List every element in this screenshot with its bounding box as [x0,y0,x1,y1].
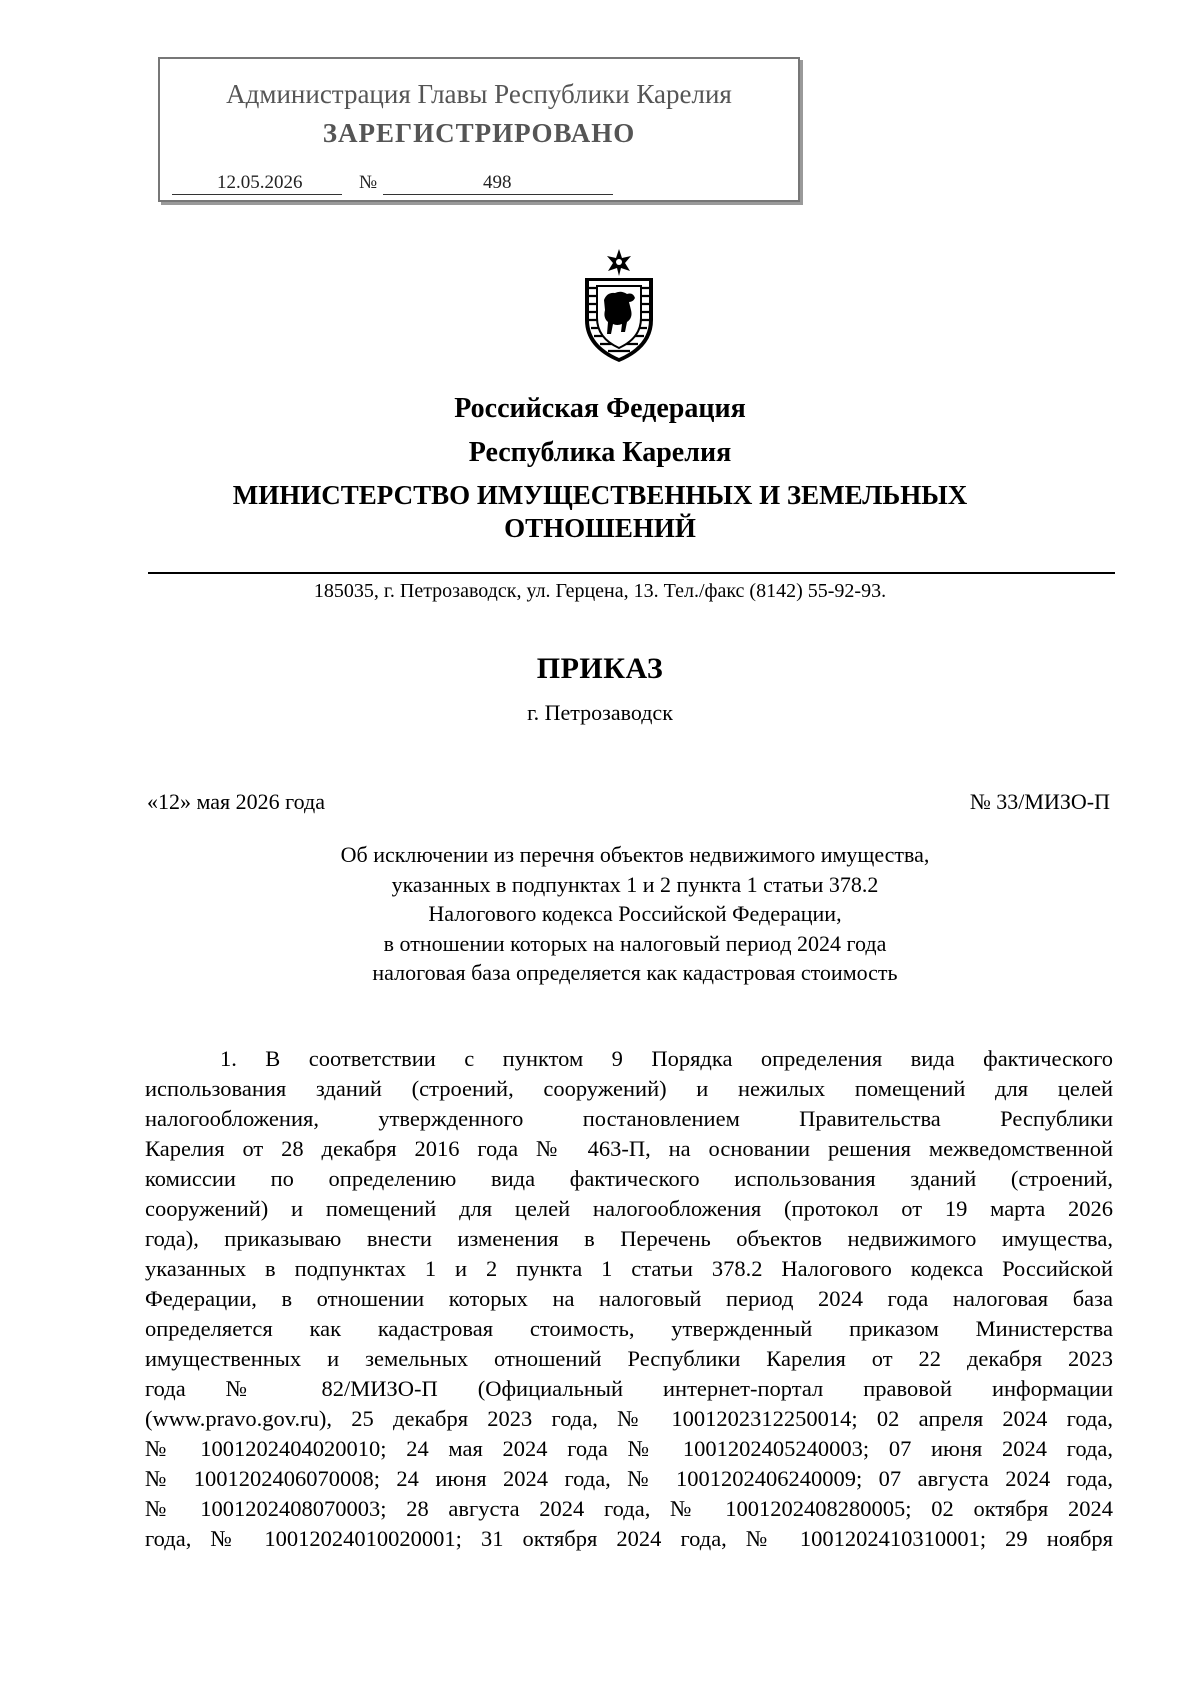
subject-line: в отношении которых на налоговый период 2024 года [383,930,887,956]
order-title: ПРИКАЗ [536,652,664,685]
stamp-number: 498 [483,172,512,193]
subject-line: Налогового кодекса Российской Федерации, [428,901,842,926]
body-line: определяется как кадастровая стоимость, утвержденный приказом Министерства [145,1316,1113,1341]
body-line: использования зданий (строений, сооружений) и нежилых помещений для целей [145,1076,1113,1101]
body-line: Карелия от 28 декабря 2016 года № 463-П, на основании решения межведомственной [145,1136,1113,1161]
stamp-number-sign: № [359,172,378,193]
stamp-status: ЗАРЕГИСТРИРОВАНО [322,118,636,148]
body-line: налогообложения, утвержденного постановлением Правительства Республики [145,1106,1113,1131]
body-line: имущественных и земельных отношений Республики Карелия от 22 декабря 2023 [145,1346,1113,1371]
karelia-coat-of-arms-icon [577,248,661,364]
body-line: года, № 10012024010020001; 31 октября 2024 года, № 1001202410310001; 29 ноября [145,1526,1113,1551]
header-address: 185035, г. Петрозаводск, ул. Герцена, 13. Тел./факс (8142) 55-92-93. [313,580,887,602]
body-line: 1. В соответствии с пунктом 9 Порядка определения вида фактического [220,1046,1113,1071]
order-body [145,1044,1113,1554]
header-divider [148,572,1115,574]
body-line: года № 82/МИЗО-П (Официальный интернет-портал правовой информации [145,1376,1113,1401]
order-number: № 33/МИЗО-П [969,789,1110,814]
stamp-date-field [172,172,342,195]
registration-stamp [158,57,800,202]
body-line: (www.pravo.gov.ru), 25 декабря 2023 года, № 1001202312250014; 02 апреля 2024 года, [145,1406,1113,1431]
body-line: сооружений) и помещений для целей налогообложения (протокол от 19 марта 2026 [145,1196,1113,1221]
subject-line: налоговая база определяется как кадастровая стоимость [372,960,898,985]
body-line: № 1001202408070003; 28 августа 2024 года, № 1001202408280005; 02 октября 2024 [145,1496,1113,1521]
stamp-date: 12.05.2026 [217,172,303,193]
order-date: «12» мая 2026 года [147,789,325,814]
header-region: Республика Карелия [468,437,732,468]
stamp-number-field [383,172,613,195]
order-city: г. Петрозаводск [527,700,673,725]
subject-line: Об исключении из перечня объектов недвижимого имущества, [340,842,930,867]
header-ministry-line1: МИНИСТЕРСТВО ИМУЩЕСТВЕННЫХ И ЗЕМЕЛЬНЫХ [232,480,968,510]
stamp-authority: Администрация Главы Республики Карелия [226,79,732,109]
body-line: Федерации, в отношении которых на налоговый период 2024 года налоговая база [145,1286,1113,1311]
body-line: № 1001202404020010; 24 мая 2024 года № 1001202405240003; 07 июня 2024 года, [145,1436,1113,1461]
order-subject [0,840,1200,988]
body-line: указанных в подпунктах 1 и 2 пункта 1 статьи 378.2 Налогового кодекса Российской [145,1256,1113,1281]
header-ministry-line2: ОТНОШЕНИЙ [504,513,696,543]
header-country: Российская Федерация [454,393,746,424]
subject-line: указанных в подпунктах 1 и 2 пункта 1 статьи 378.2 [391,871,879,897]
body-line: комиссии по определению вида фактического использования зданий (строений, [145,1166,1113,1191]
body-line: № 1001202406070008; 24 июня 2024 года, № 1001202406240009; 07 августа 2024 года, [145,1466,1113,1491]
body-line: года), приказываю внести изменения в Перечень объектов недвижимого имущества, [145,1226,1113,1251]
